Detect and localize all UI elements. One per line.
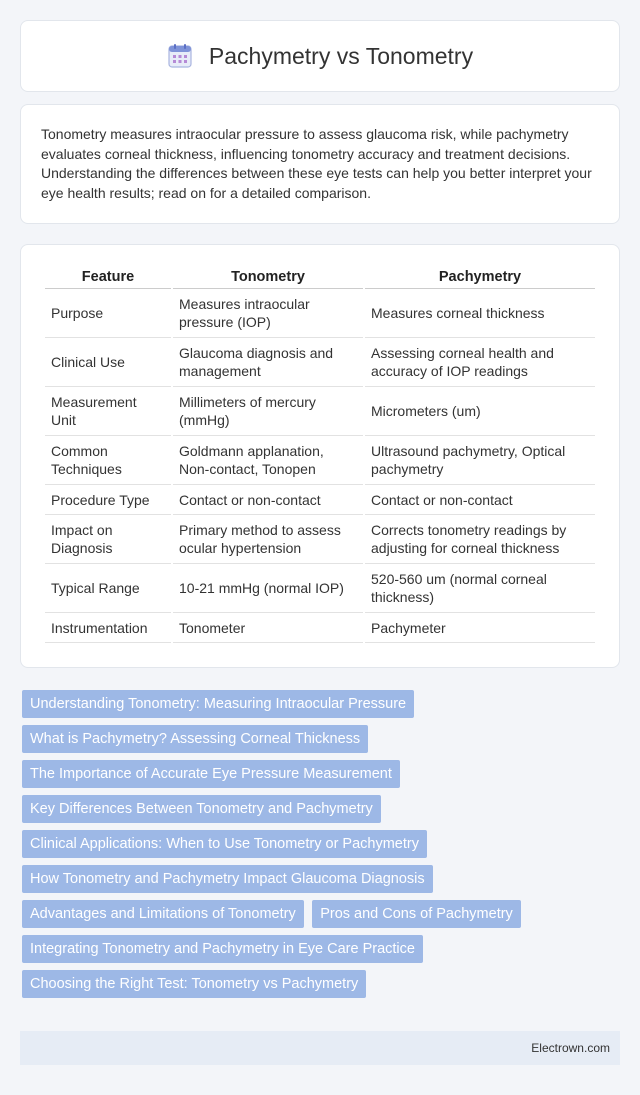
table-cell: Measures corneal thickness: [365, 289, 595, 338]
table-cell: Pachymeter: [365, 613, 595, 643]
table-cell: Measurement Unit: [45, 387, 171, 436]
related-link[interactable]: What is Pachymetry? Assessing Corneal Thickness: [22, 725, 368, 753]
comparison-table: [43, 265, 597, 643]
table-cell: Millimeters of mercury (mmHg): [173, 387, 363, 436]
table-row: [45, 289, 595, 338]
page-title: Pachymetry vs Tonometry: [208, 42, 474, 69]
table-row: [45, 338, 595, 387]
table-cell: Assessing corneal health and accuracy of IOP readings: [365, 338, 595, 387]
table-header-row: [45, 265, 595, 289]
header-feature: Feature: [45, 265, 171, 289]
table-row: [45, 564, 595, 613]
footer-brand: Electrown.com: [531, 1041, 610, 1055]
table-cell: Instrumentation: [45, 613, 171, 643]
related-link[interactable]: How Tonometry and Pachymetry Impact Glaucoma Diagnosis: [22, 865, 433, 893]
intro-text: Tonometry measures intraocular pressure to assess glaucoma risk, while pachymetry evaluates corneal thickness, influencing tonometry accuracy and treatment decisions. Understanding the differences between these eye tests can help you better interpret your eye health results; read on for a detailed comparison.: [41, 126, 592, 201]
calendar-icon: [167, 43, 193, 69]
table-cell: Tonometer: [173, 613, 363, 643]
table-cell: Micrometers (um): [365, 387, 595, 436]
related-link[interactable]: Choosing the Right Test: Tonometry vs Pachymetry: [22, 970, 366, 998]
table-cell: Measures intraocular pressure (IOP): [173, 289, 363, 338]
table-cell: Clinical Use: [45, 338, 171, 387]
table-cell: Goldmann applanation, Non-contact, Tonopen: [173, 436, 363, 485]
header-pachymetry: Pachymetry: [365, 265, 595, 289]
related-links: [22, 690, 620, 1005]
table-cell: Typical Range: [45, 564, 171, 613]
table-row: [45, 515, 595, 564]
related-link[interactable]: Key Differences Between Tonometry and Pachymetry: [22, 795, 381, 823]
header-tonometry: Tonometry: [173, 265, 363, 289]
intro-card: [20, 104, 620, 224]
table-row: [45, 613, 595, 643]
table-cell: Glaucoma diagnosis and management: [173, 338, 363, 387]
table-row: [45, 485, 595, 515]
table-row: [45, 436, 595, 485]
title-card: [20, 20, 620, 92]
table-cell: Contact or non-contact: [365, 485, 595, 515]
table-cell: 520-560 um (normal corneal thickness): [365, 564, 595, 613]
related-link[interactable]: Advantages and Limitations of Tonometry: [22, 900, 304, 928]
table-cell: Procedure Type: [45, 485, 171, 515]
table-cell: Purpose: [45, 289, 171, 338]
related-link[interactable]: Understanding Tonometry: Measuring Intraocular Pressure: [22, 690, 414, 718]
related-link[interactable]: The Importance of Accurate Eye Pressure Measurement: [22, 760, 400, 788]
related-link[interactable]: Pros and Cons of Pachymetry: [312, 900, 521, 928]
footer: [20, 1031, 620, 1065]
comparison-table-card: [20, 244, 620, 668]
table-cell: Ultrasound pachymetry, Optical pachymetry: [365, 436, 595, 485]
table-cell: Impact on Diagnosis: [45, 515, 171, 564]
table-cell: Corrects tonometry readings by adjusting for corneal thickness: [365, 515, 595, 564]
table-row: [45, 387, 595, 436]
table-cell: Common Techniques: [45, 436, 171, 485]
related-link[interactable]: Integrating Tonometry and Pachymetry in Eye Care Practice: [22, 935, 423, 963]
related-link[interactable]: Clinical Applications: When to Use Tonometry or Pachymetry: [22, 830, 427, 858]
table-cell: 10-21 mmHg (normal IOP): [173, 564, 363, 613]
table-cell: Primary method to assess ocular hypertension: [173, 515, 363, 564]
table-cell: Contact or non-contact: [173, 485, 363, 515]
